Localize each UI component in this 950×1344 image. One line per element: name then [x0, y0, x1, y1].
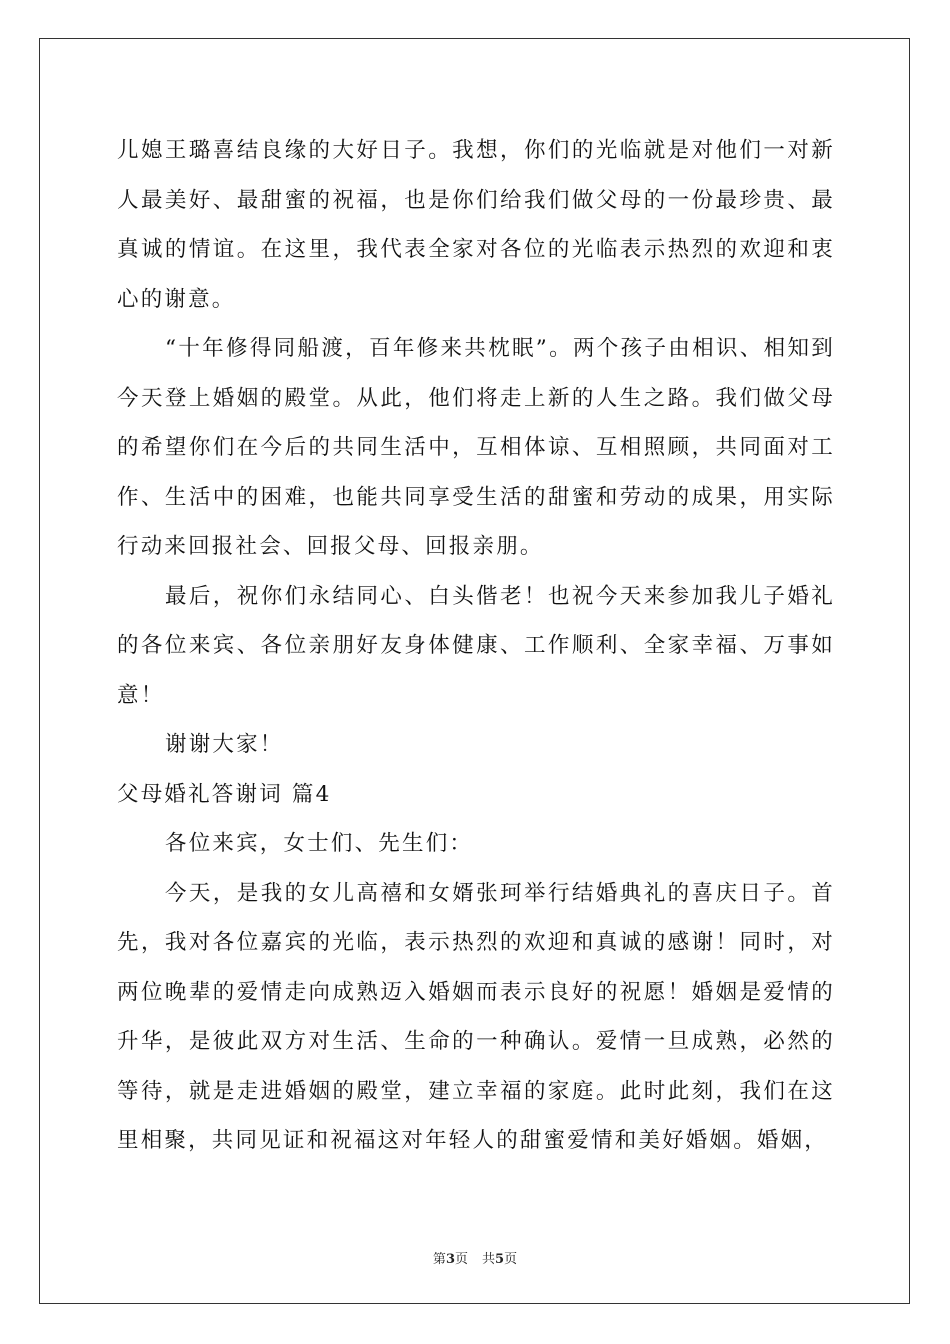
paragraph: 儿媳王璐喜结良缘的大好日子。我想，你们的光临就是对他们一对新人最美好、最甜蜜的祝福，也是你们给我们做父母的一份最珍贵、最真诚的情谊。在这里，我代表全家对各位的光临表示热烈的欢迎和衷心的谢意。: [117, 138, 835, 312]
paragraph: “十年修得同船渡，百年修来共枕眠”。两个孩子由相识、相知到今天登上婚姻的殿堂。从此，他们将走上新的人生之路。我们做父母的希望你们在今后的共同生活中，互相体谅、互相照顾，共同面对工作、生活中的困难，也能共同享受生活的甜蜜和劳动的成果，用实际行动来回报社会、回报父母、回报亲朋。: [117, 336, 835, 559]
paragraph: 今天，是我的女儿高禧和女婿张珂举行结婚典礼的喜庆日子。首先，我对各位嘉宾的光临，表示热烈的欢迎和真诚的感谢！同时，对两位晚辈的爱情走向成熟迈入婚姻而表示良好的祝愿！婚姻是爱情的升华，是彼此双方对生活、生命的一种确认。爱情一旦成熟，必然的等待，就是走进婚姻的殿堂，建立幸福的家庭。此时此刻，我们在这里相聚，共同见证和祝福这对年轻人的甜蜜爱情和美好婚姻。婚姻，: [117, 880, 835, 1153]
paragraph: 最后，祝你们永结同心、白头偕老！也祝今天来参加我儿子婚礼的各位来宾、各位亲朋好友身体健康、工作顺利、全家幸福、万事如意！: [117, 583, 835, 708]
section-heading: 父母婚礼答谢词 篇4: [117, 781, 332, 807]
paragraph: 谢谢大家！: [165, 732, 284, 757]
page-number: 3: [445, 1252, 455, 1267]
total-suffix: 页: [504, 1252, 518, 1267]
document-body: [117, 126, 835, 1166]
total-pages: 5: [495, 1252, 505, 1267]
page-footer: [0, 1248, 950, 1267]
page-suffix: 页: [454, 1252, 468, 1267]
page-prefix: 第: [432, 1252, 446, 1267]
total-prefix: 共: [482, 1252, 496, 1267]
paragraph: 各位来宾，女士们、先生们：: [165, 831, 474, 856]
